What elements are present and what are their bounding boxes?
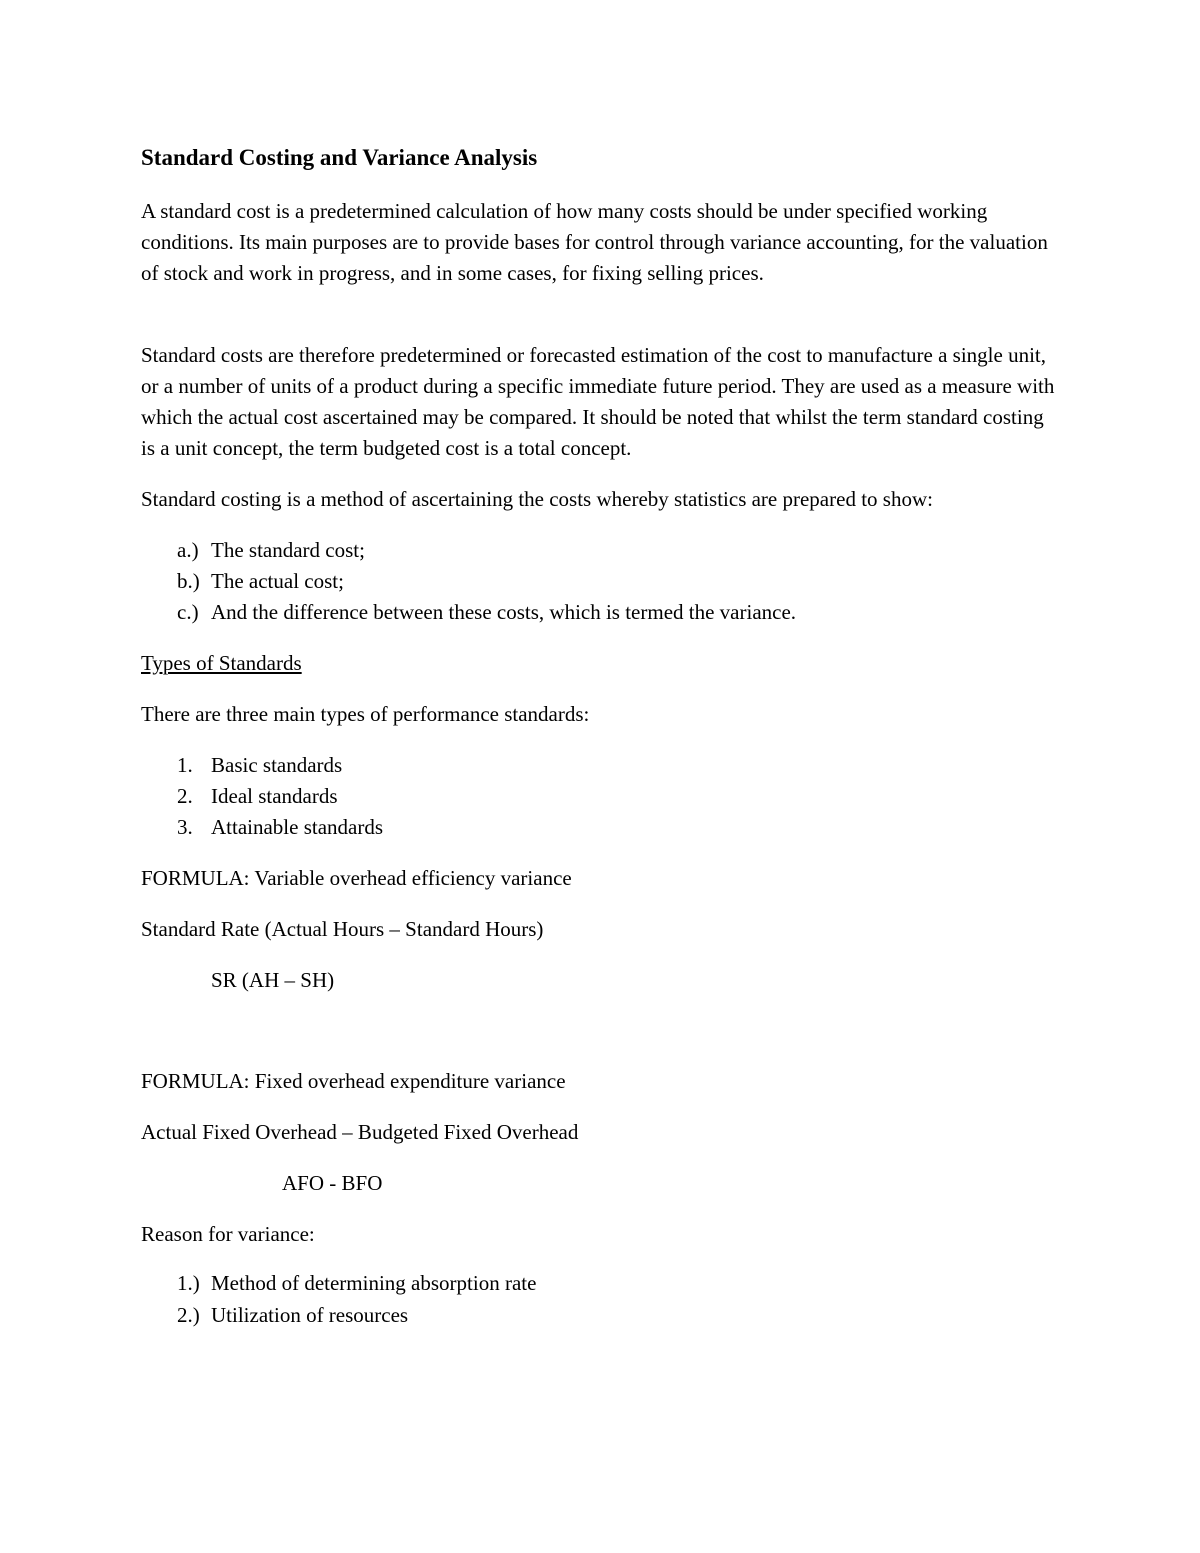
- list-item-text: The standard cost;: [211, 538, 365, 562]
- list-item-text: Ideal standards: [211, 784, 338, 808]
- document-title: Standard Costing and Variance Analysis: [141, 145, 538, 170]
- formula1-expression: Standard Rate (Actual Hours – Standard Hours): [141, 917, 544, 941]
- list-item-text: Method of determining absorption rate: [211, 1271, 537, 1295]
- list-item-text: Attainable standards: [211, 815, 384, 839]
- paragraph-standard-costs: Standard costs are therefore predetermined or forecasted estimation of the cost to manufacture a single unit, or a number of units of a product during a specific immediate future period. They are used as a measure with which the actual cost ascertained may be compared. It should be noted that whilst the term standard costing is a unit concept, the term budgeted cost is a total concept.: [141, 343, 1055, 460]
- list-marker: 2.): [177, 1303, 200, 1327]
- types-heading: Types of Standards: [141, 651, 302, 675]
- list-item-text: The actual cost;: [211, 569, 344, 593]
- list-marker: 2.: [177, 784, 193, 808]
- list-marker: b.): [177, 569, 200, 593]
- list-item-text: Utilization of resources: [211, 1303, 409, 1327]
- list-marker: 3.: [177, 815, 193, 839]
- formula2-abbrev: AFO - BFO: [282, 1171, 383, 1195]
- list-marker: a.): [177, 538, 199, 562]
- formula1-abbrev: SR (AH – SH): [211, 968, 335, 992]
- list-marker: 1.: [177, 753, 193, 777]
- types-intro: There are three main types of performance standards:: [141, 702, 590, 726]
- paragraph-standard-cost: A standard cost is a predetermined calculation of how many costs should be under specified working conditions. Its main purposes are to provide bases for control through variance accounting, for the valuation of stock and work in progress, and in some cases, for fixing selling prices.: [141, 199, 1048, 285]
- formula2-label: FORMULA: Fixed overhead expenditure variance: [141, 1069, 566, 1093]
- list-marker: 1.): [177, 1271, 200, 1295]
- list-marker: c.): [177, 600, 199, 624]
- formula1-label: FORMULA: Variable overhead efficiency variance: [141, 866, 572, 890]
- formula2-expression: Actual Fixed Overhead – Budgeted Fixed Overhead: [141, 1120, 579, 1144]
- reason-heading: Reason for variance:: [141, 1222, 315, 1246]
- paragraph-standard-costing: Standard costing is a method of ascertaining the costs whereby statistics are prepared to show:: [141, 487, 933, 511]
- list-item-text: And the difference between these costs, which is termed the variance.: [211, 600, 797, 624]
- list-item-text: Basic standards: [211, 753, 343, 777]
